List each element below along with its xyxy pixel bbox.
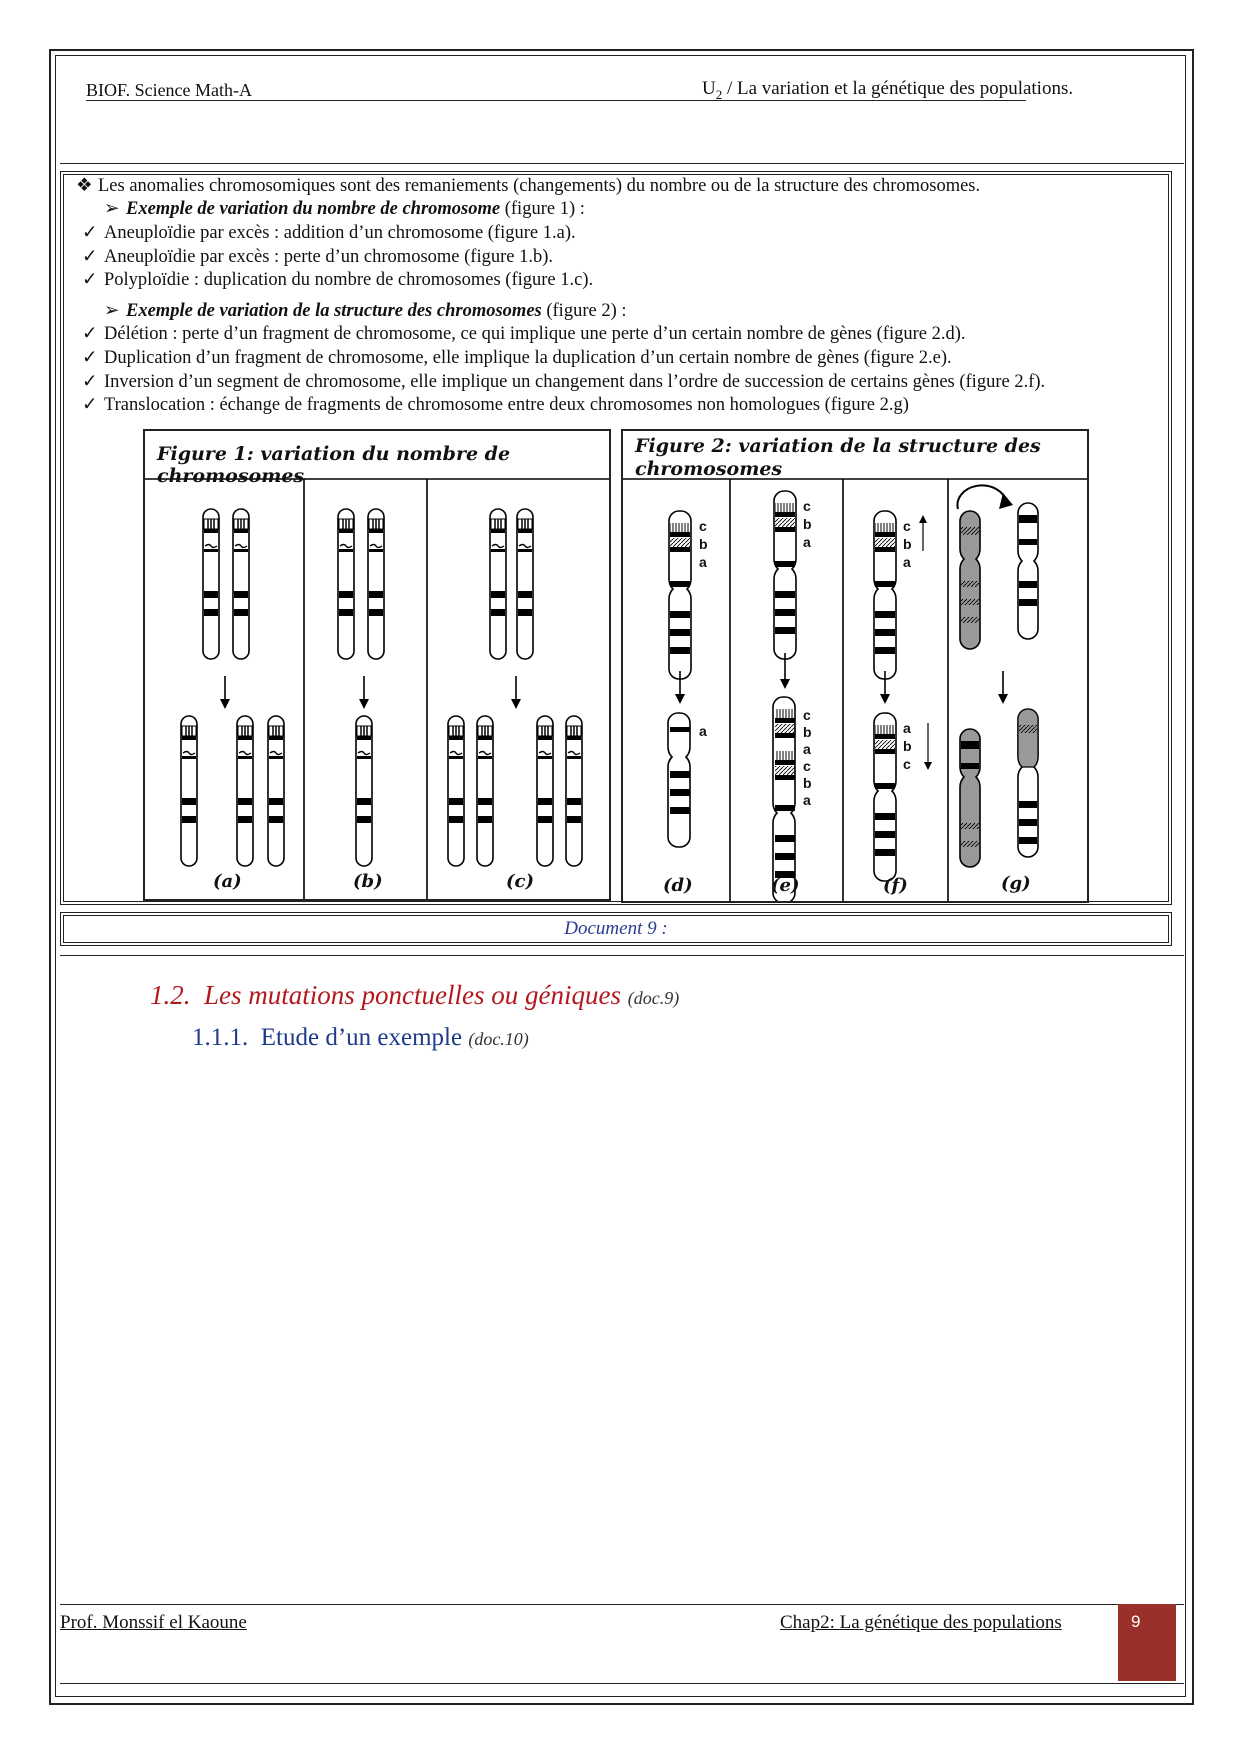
panel-d <box>668 511 691 847</box>
genes-e-top: c b a <box>803 498 812 550</box>
footer-chapter: Chap2: La génétique des populations <box>780 1612 1062 1633</box>
figure-1-label-c: (c) <box>506 871 534 892</box>
intro-line: ❖ Les anomalies chromosomiques sont des remaniements (changements) du nombre ou de la structure des chromosomes. <box>76 176 981 196</box>
panel-b <box>338 509 384 866</box>
list-item: ✓ Inversion d’un segment de chromosome, elle implique un changement dans l’ordre de succession de certains gènes (figure 2.f). <box>82 372 1046 392</box>
figure-2-label-e: (e) <box>771 875 800 896</box>
example1-heading: ➢ Exemple de variation du nombre de chromosome (figure 1) : <box>104 199 585 219</box>
diamond-bullet-icon: ❖ <box>76 176 93 196</box>
header-unit-title: $U_2$ / La variation et la génétique des populations. <box>702 78 1074 102</box>
list-item: ✓ Duplication d’un fragment de chromosome, elle implique la duplication d’un certain nombre de gènes (figure 2.e). <box>82 348 952 368</box>
panel-e <box>773 491 796 901</box>
panel-a <box>181 509 284 866</box>
checkmark-icon: ✓ <box>82 223 98 243</box>
genes-f-top: c b a <box>903 518 912 570</box>
checkmark-icon: ✓ <box>82 324 98 344</box>
header-divider <box>60 163 1184 164</box>
genes-d-bottom: a <box>699 723 707 739</box>
figure-2-label-f: (f) <box>883 875 908 896</box>
section-heading: 1.2. Les mutations ponctuelles ou géniques (doc.9) <box>150 980 680 1010</box>
figure-2-label-g: (g) <box>1001 873 1031 894</box>
checkmark-icon: ✓ <box>82 270 98 290</box>
example2-heading: ➢ Exemple de variation de la structure des chromosomes (figure 2) : <box>104 301 627 321</box>
list-item: ✓ Aneuploïdie par excès : perte d’un chromosome (figure 1.b). <box>82 247 553 267</box>
figure-1 <box>143 429 611 901</box>
figure-1-graphic <box>145 431 609 899</box>
figure-2-graphic <box>623 431 1087 901</box>
list-item: ✓ Translocation : échange de fragments de chromosome entre deux chromosomes non homologues (figure 2.g) <box>82 395 909 415</box>
header-course: BIOF. Science Math-A <box>86 80 253 100</box>
checkmark-icon: ✓ <box>82 395 98 415</box>
checkmark-icon: ✓ <box>82 348 98 368</box>
figure-1-label-b: (b) <box>353 871 383 892</box>
list-item: ✓ Délétion : perte d’un fragment de chromosome, ce qui implique une perte d’un certain nombre de gènes (figure 2.d). <box>82 324 966 344</box>
list-item: ✓ Polyploïdie : duplication du nombre de chromosomes (figure 1.c). <box>82 270 594 290</box>
arrow-bullet-icon: ➢ <box>104 301 120 321</box>
panel-c <box>448 509 582 866</box>
genes-f-bottom: a b c <box>903 720 912 772</box>
arrow-bullet-icon: ➢ <box>104 199 120 219</box>
genes-d-top: c b a <box>699 518 708 570</box>
document-caption: Document 9 : <box>564 918 668 939</box>
footer-divider <box>60 1604 1184 1605</box>
figure-2-title: Figure 2: variation de la structure des chromosomes <box>635 435 1041 480</box>
genes-e-bottom: c b a c b a <box>803 707 812 808</box>
checkmark-icon: ✓ <box>82 247 98 267</box>
figure-2-label-d: (d) <box>663 875 693 896</box>
footer-author: Prof. Monssif el Kaoune <box>60 1612 247 1633</box>
list-item: ✓ Aneuploïdie par excès : addition d’un chromosome (figure 1.a). <box>82 223 576 243</box>
figure-1-label-a: (a) <box>213 871 242 892</box>
panel-g <box>957 485 1038 867</box>
figure-2 <box>621 429 1089 903</box>
subsection-heading: 1.1.1. Etude d’un exemple (doc.10) <box>192 1024 529 1051</box>
checkmark-icon: ✓ <box>82 372 98 392</box>
footer-bottom-rule <box>60 1683 1184 1684</box>
page-number-badge: 9 <box>1118 1604 1176 1681</box>
section-divider <box>60 955 1184 956</box>
document-caption-box-inner <box>63 915 1169 943</box>
figure-1-title: Figure 1: variation du nombre de chromosomes <box>157 443 511 487</box>
